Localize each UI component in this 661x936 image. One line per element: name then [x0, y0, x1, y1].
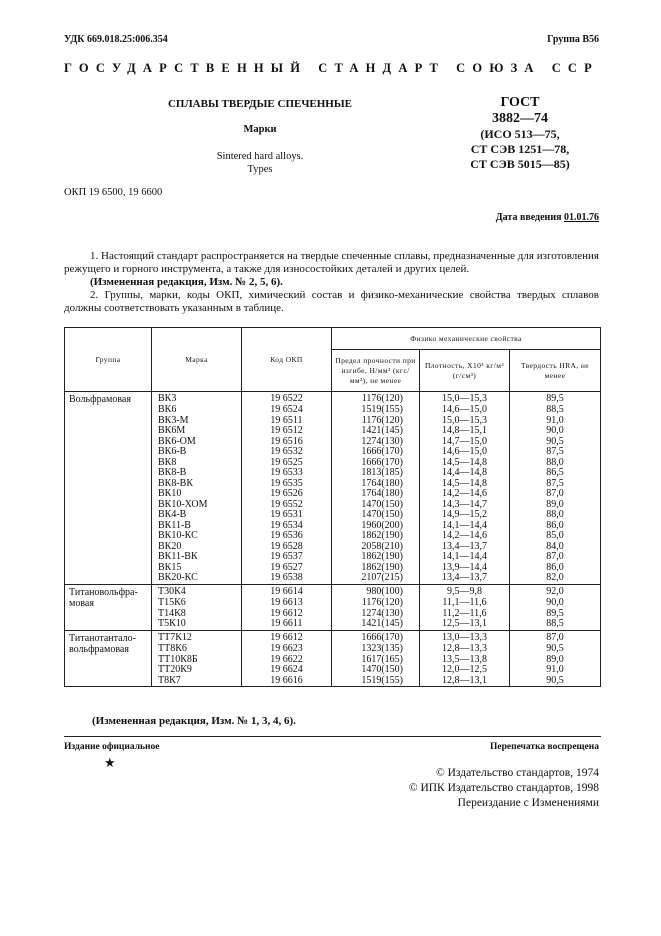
cell-hardness: 92,0 — [510, 584, 601, 598]
table-row — [65, 630, 601, 644]
table-row — [65, 676, 601, 687]
cell-mark: ВК10 — [152, 489, 242, 500]
cell-okp: 19 6511 — [242, 416, 332, 427]
cell-density: 14,2—14,6 — [420, 531, 510, 542]
cell-group — [65, 619, 152, 630]
header-mark: Марка — [152, 328, 242, 392]
cell-density: 14,5—14,8 — [420, 458, 510, 469]
table-row — [65, 392, 601, 406]
cell-strength: 1519(155) — [332, 676, 420, 687]
table-row — [65, 468, 601, 479]
cell-density: 14,6—15,0 — [420, 447, 510, 458]
cell-strength: 1176(120) — [332, 416, 420, 427]
table-row — [65, 437, 601, 448]
cell-group — [65, 437, 152, 448]
cell-mark: Т30К4 — [152, 584, 242, 598]
cell-group — [65, 426, 152, 437]
cell-hardness: 87,0 — [510, 552, 601, 563]
cell-hardness: 87,0 — [510, 489, 601, 500]
cell-mark: ВК8-В — [152, 468, 242, 479]
alloys-table — [64, 327, 601, 687]
cell-density: 13,4—13,7 — [420, 573, 510, 584]
star-icon: ★ — [104, 755, 116, 770]
udk-code: УДК 669.018.25:006.354 — [64, 34, 168, 45]
cell-density: 12,0—12,5 — [420, 665, 510, 676]
cell-density: 13,4—13,7 — [420, 542, 510, 553]
cell-okp: 19 6623 — [242, 644, 332, 655]
cell-density: 14,9—15,2 — [420, 510, 510, 521]
cell-density: 15,0—15,3 — [420, 392, 510, 406]
cell-strength: 1470(150) — [332, 510, 420, 521]
cell-okp: 19 6528 — [242, 542, 332, 553]
table-row — [65, 458, 601, 469]
cell-hardness: 87,5 — [510, 479, 601, 490]
table-row — [65, 644, 601, 655]
cell-group: вольфрамовая — [65, 644, 152, 655]
header-strength: Предел прочности при изгибе, Н/мм² (кгс/мм²), не менее — [332, 350, 420, 392]
cell-hardness: 87,0 — [510, 630, 601, 644]
cell-strength: 1274(130) — [332, 609, 420, 620]
cell-density: 14,1—14,4 — [420, 521, 510, 532]
cell-mark: ТТ20К9 — [152, 665, 242, 676]
cell-mark: ТТ7К12 — [152, 630, 242, 644]
cell-strength: 1176(120) — [332, 598, 420, 609]
cell-strength: 1862(190) — [332, 531, 420, 542]
cell-mark: ВК11-ВК — [152, 552, 242, 563]
cell-density: 11,1—11,6 — [420, 598, 510, 609]
copyright-line: © ИПК Издательство стандартов, 1998 — [408, 782, 599, 794]
cell-mark: ВК3 — [152, 392, 242, 406]
cell-density: 13,5—13,8 — [420, 655, 510, 666]
cell-okp: 19 6531 — [242, 510, 332, 521]
header-group: Группа — [65, 328, 152, 392]
cell-okp: 19 6538 — [242, 573, 332, 584]
cell-density: 14,6—15,0 — [420, 405, 510, 416]
copyright-line: © Издательство стандартов, 1974 — [435, 767, 599, 779]
cell-okp: 19 6516 — [242, 437, 332, 448]
cell-hardness: 87,5 — [510, 447, 601, 458]
english-title — [140, 150, 380, 176]
table-row — [65, 489, 601, 500]
table-row — [65, 479, 601, 490]
table-row — [65, 531, 601, 542]
cell-okp: 19 6537 — [242, 552, 332, 563]
cell-group — [65, 416, 152, 427]
cell-okp: 19 6616 — [242, 676, 332, 687]
cell-okp: 19 6525 — [242, 458, 332, 469]
cell-strength: 2107(215) — [332, 573, 420, 584]
cell-okp: 19 6524 — [242, 405, 332, 416]
english-title-line1: Sintered hard alloys. — [216, 151, 304, 162]
cell-density: 12,8—13,3 — [420, 644, 510, 655]
table-row — [65, 563, 601, 574]
header-density: Плотность, X10³ кг/м³ (г/см³) — [420, 350, 510, 392]
paragraph-1-revision: (Измененная редакция, Изм. № 2, 5, 6). — [90, 276, 283, 288]
cell-okp: 19 6522 — [242, 392, 332, 406]
cell-density: 13,0—13,3 — [420, 630, 510, 644]
copyright-block — [409, 766, 599, 811]
table-row — [65, 598, 601, 609]
cell-group: Вольфрамовая — [65, 392, 152, 406]
banner-word: СОЮЗА — [456, 61, 541, 75]
english-title-line2: Types — [247, 164, 273, 175]
cell-density: 14,3—14,7 — [420, 500, 510, 511]
cell-density: 14,4—14,8 — [420, 468, 510, 479]
cell-strength: 1813(185) — [332, 468, 420, 479]
cell-strength: 1519(155) — [332, 405, 420, 416]
cell-group — [65, 552, 152, 563]
cell-group — [65, 468, 152, 479]
cell-strength: 1176(120) — [332, 392, 420, 406]
cell-group — [65, 447, 152, 458]
paragraph-2: 2. Группы, марки, коды ОКП, химический состав и физико-механические свойства твердых сплавов должны соответствовать указанным в таблице. — [64, 289, 599, 314]
cell-strength: 980(100) — [332, 584, 420, 598]
table-row — [65, 619, 601, 630]
table-row — [65, 521, 601, 532]
document-title: СПЛАВЫ ТВЕРДЫЕ СПЕЧЕННЫЕ — [167, 98, 353, 110]
table-row — [65, 552, 601, 563]
cell-mark: ВК20-КС — [152, 573, 242, 584]
cell-mark: ВК4-В — [152, 510, 242, 521]
cell-okp: 19 6512 — [242, 426, 332, 437]
revision-note: (Измененная редакция, Изм. № 1, 3, 4, 6). — [92, 715, 296, 727]
cell-group — [65, 563, 152, 574]
cell-strength: 2058(210) — [332, 542, 420, 553]
cell-group — [65, 531, 152, 542]
cell-hardness: 86,5 — [510, 468, 601, 479]
cell-okp: 19 6612 — [242, 609, 332, 620]
cell-hardness: 89,0 — [510, 655, 601, 666]
table-row — [65, 510, 601, 521]
cell-density: 11,2—11,6 — [420, 609, 510, 620]
group-code: Группа В56 — [547, 34, 599, 45]
cell-strength: 1470(150) — [332, 665, 420, 676]
cell-mark: ВК6 — [152, 405, 242, 416]
cell-group — [65, 479, 152, 490]
cell-mark: Т14К8 — [152, 609, 242, 620]
cell-okp: 19 6614 — [242, 584, 332, 598]
table-row — [65, 665, 601, 676]
cell-strength: 1421(145) — [332, 426, 420, 437]
cell-group — [65, 510, 152, 521]
copyright-line: Переиздание с Изменениями — [457, 797, 599, 809]
cell-hardness: 90,5 — [510, 437, 601, 448]
cell-okp: 19 6622 — [242, 655, 332, 666]
cell-hardness: 88,5 — [510, 619, 601, 630]
cell-strength: 1421(145) — [332, 619, 420, 630]
cell-strength: 1862(190) — [332, 563, 420, 574]
cell-group — [65, 458, 152, 469]
cell-mark: Т15К6 — [152, 598, 242, 609]
cell-group: Титановольфра- — [65, 584, 152, 598]
cell-hardness: 88,5 — [510, 405, 601, 416]
gost-ref: СТ СЭВ 1251—78, — [470, 142, 570, 156]
table-row — [65, 609, 601, 620]
cell-okp: 19 6611 — [242, 619, 332, 630]
cell-mark: ТТ10К8Б — [152, 655, 242, 666]
cell-okp: 19 6612 — [242, 630, 332, 644]
cell-strength: 1764(180) — [332, 489, 420, 500]
cell-hardness: 90,0 — [510, 426, 601, 437]
cell-hardness: 89,5 — [510, 609, 601, 620]
cell-okp: 19 6552 — [242, 500, 332, 511]
cell-density: 13,9—14,4 — [420, 563, 510, 574]
cell-mark: Т5К10 — [152, 619, 242, 630]
cell-hardness: 84,0 — [510, 542, 601, 553]
cell-density: 14,7—15,0 — [420, 437, 510, 448]
cell-okp: 19 6527 — [242, 563, 332, 574]
banner-word: ССР — [551, 61, 599, 75]
table-row — [65, 573, 601, 584]
cell-okp: 19 6526 — [242, 489, 332, 500]
cell-hardness: 90,5 — [510, 676, 601, 687]
cell-hardness: 89,0 — [510, 500, 601, 511]
table-row — [65, 655, 601, 666]
cell-strength: 1666(170) — [332, 447, 420, 458]
cell-group — [65, 521, 152, 532]
cell-group — [65, 500, 152, 511]
cell-hardness: 88,0 — [510, 510, 601, 521]
banner-word: СТАНДАРТ — [318, 61, 446, 75]
cell-mark: Т8К7 — [152, 676, 242, 687]
footer-divider — [64, 736, 601, 737]
cell-hardness: 90,5 — [510, 644, 601, 655]
gost-ref: (ИСО 513—75, — [480, 127, 560, 141]
cell-hardness: 91,0 — [510, 416, 601, 427]
cell-strength: 1323(135) — [332, 644, 420, 655]
cell-okp: 19 6532 — [242, 447, 332, 458]
cell-mark: ВК10-КС — [152, 531, 242, 542]
cell-density: 9,5—9,8 — [420, 584, 510, 598]
cell-mark: ВК6М — [152, 426, 242, 437]
cell-hardness: 85,0 — [510, 531, 601, 542]
cell-mark: ВК20 — [152, 542, 242, 553]
table-row — [65, 584, 601, 598]
paragraph-1: 1. Настоящий стандарт распространяется на твердые спеченные сплавы, предназначенные для изготовления режущего и горного инструмента, а также для износостойких деталей и других целей. — [64, 250, 599, 275]
state-standard-banner — [64, 61, 599, 76]
header-okp: Код ОКП — [242, 328, 332, 392]
cell-density: 14,8—15,1 — [420, 426, 510, 437]
cell-hardness: 82,0 — [510, 573, 601, 584]
cell-strength: 1470(150) — [332, 500, 420, 511]
cell-okp: 19 6533 — [242, 468, 332, 479]
cell-group — [65, 489, 152, 500]
introduction-date — [496, 212, 599, 223]
table-row — [65, 426, 601, 437]
cell-group — [65, 609, 152, 620]
cell-hardness: 91,0 — [510, 665, 601, 676]
gost-designation — [455, 95, 585, 172]
cell-hardness: 90,0 — [510, 598, 601, 609]
cell-strength: 1960(200) — [332, 521, 420, 532]
cell-mark: ВК8 — [152, 458, 242, 469]
cell-okp: 19 6624 — [242, 665, 332, 676]
cell-density: 15,0—15,3 — [420, 416, 510, 427]
cell-group — [65, 676, 152, 687]
official-edition: Издание официальное — [64, 742, 160, 752]
cell-strength: 1666(170) — [332, 630, 420, 644]
cell-group: Титанотантало- — [65, 630, 152, 644]
cell-density: 14,5—14,8 — [420, 479, 510, 490]
cell-mark: ВК6-ОМ — [152, 437, 242, 448]
cell-group — [65, 542, 152, 553]
cell-hardness: 89,5 — [510, 392, 601, 406]
cell-hardness: 86,0 — [510, 521, 601, 532]
cell-mark: ВК8-ВК — [152, 479, 242, 490]
cell-okp: 19 6535 — [242, 479, 332, 490]
cell-hardness: 88,0 — [510, 458, 601, 469]
cell-mark: ВК11-В — [152, 521, 242, 532]
cell-group — [65, 573, 152, 584]
cell-strength: 1274(130) — [332, 437, 420, 448]
cell-strength: 1764(180) — [332, 479, 420, 490]
cell-okp: 19 6613 — [242, 598, 332, 609]
cell-group — [65, 665, 152, 676]
cell-density: 14,1—14,4 — [420, 552, 510, 563]
cell-strength: 1666(170) — [332, 458, 420, 469]
cell-mark: ВК3-М — [152, 416, 242, 427]
gost-number: 3882—74 — [492, 111, 548, 126]
cell-density: 14,2—14,6 — [420, 489, 510, 500]
table-row — [65, 500, 601, 511]
header-hardness: Твердость HRA, не менее — [510, 350, 601, 392]
gost-ref: СТ СЭВ 5015—85) — [470, 157, 570, 171]
cell-strength: 1862(190) — [332, 552, 420, 563]
table-row — [65, 416, 601, 427]
cell-okp: 19 6536 — [242, 531, 332, 542]
introduction-date-label: Дата введения — [495, 212, 564, 223]
cell-group: мовая — [65, 598, 152, 609]
gost-name: ГОСТ — [500, 95, 540, 110]
introduction-date-value: 01.01.76 — [564, 212, 599, 223]
okp-codes: ОКП 19 6500, 19 6600 — [64, 187, 163, 198]
cell-density: 12,8—13,1 — [420, 676, 510, 687]
cell-mark: ВК6-В — [152, 447, 242, 458]
table-row — [65, 542, 601, 553]
document-subtitle: Марки — [243, 124, 277, 135]
cell-density: 12,5—13,1 — [420, 619, 510, 630]
cell-hardness: 86,0 — [510, 563, 601, 574]
cell-mark: ВК10-ХОМ — [152, 500, 242, 511]
cell-group — [65, 405, 152, 416]
cell-mark: ВК15 — [152, 563, 242, 574]
cell-group — [65, 655, 152, 666]
cell-strength: 1617(165) — [332, 655, 420, 666]
banner-word: ГОСУДАРСТВЕННЫЙ — [64, 61, 308, 75]
table-row — [65, 405, 601, 416]
cell-okp: 19 6534 — [242, 521, 332, 532]
table-row — [65, 447, 601, 458]
cell-mark: ТТ8К6 — [152, 644, 242, 655]
reprint-prohibited: Перепечатка воспрещена — [489, 742, 599, 752]
header-properties: Физико механические свойства — [332, 328, 601, 350]
